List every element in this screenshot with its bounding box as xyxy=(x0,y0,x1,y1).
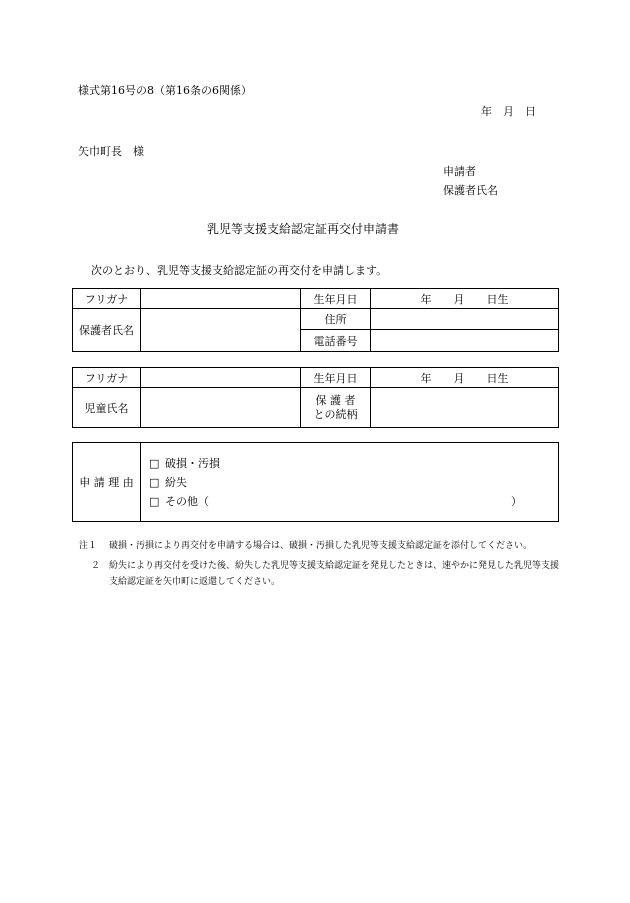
guardian-furigana-field[interactable] xyxy=(141,289,301,309)
relation-line-1: 保 護 者 xyxy=(315,393,356,407)
guardian-phone-field[interactable] xyxy=(371,330,559,352)
relation-line-2: との続柄 xyxy=(313,407,358,421)
child-furigana-label: フリガナ xyxy=(73,368,141,388)
note-1-text: 破損・汚損により再交付を申請する場合は、破損・汚損した乳児等支援支給認定証を添付してください。 xyxy=(109,541,533,551)
page-title: 乳児等支援支給認定証再交付申請書 xyxy=(207,222,400,236)
addressee: 矢巾町長 様 xyxy=(78,145,144,158)
option-damage-label: 破損・汚損 xyxy=(165,456,220,470)
note-2 xyxy=(79,558,559,590)
guardian-dob-label: 生年月日 xyxy=(301,289,371,309)
note-1 xyxy=(79,538,559,554)
guardian-table xyxy=(72,288,559,352)
date-line: 年 月 日 xyxy=(481,105,536,118)
checkbox-icon[interactable]: □ xyxy=(149,456,160,470)
child-furigana-field[interactable] xyxy=(141,368,301,388)
form-number: 様式第16号の8（第16条の6関係） xyxy=(78,84,252,97)
option-other[interactable] xyxy=(141,492,558,511)
child-relation-label xyxy=(301,388,371,428)
intro-text: 次のとおり、乳児等支援支給認定証の再交付を申請します。 xyxy=(91,264,388,277)
guardian-address-label: 住所 xyxy=(301,309,371,330)
child-relation-field[interactable] xyxy=(371,388,559,428)
guardian-phone-label: 電話番号 xyxy=(301,330,371,352)
child-dob-value[interactable]: 年 月 日生 xyxy=(371,368,559,388)
option-damage[interactable] xyxy=(141,454,558,473)
guardian-address-field[interactable] xyxy=(371,309,559,330)
child-name-label: 児童氏名 xyxy=(73,388,141,428)
option-lost[interactable] xyxy=(141,473,558,492)
other-close-paren: ） xyxy=(511,494,522,508)
reason-label: 申 請 理 由 xyxy=(73,443,141,522)
guardian-dob-value[interactable]: 年 月 日生 xyxy=(371,289,559,309)
checkbox-icon[interactable]: □ xyxy=(149,475,160,489)
child-name-field[interactable] xyxy=(141,388,301,428)
guardian-name-cell-label: 保護者氏名 xyxy=(73,309,141,352)
note-2-number: ２ xyxy=(91,561,101,571)
guardian-furigana-label: フリガナ xyxy=(73,289,141,309)
child-dob-label: 生年月日 xyxy=(301,368,371,388)
guardian-name-label: 保護者氏名 xyxy=(443,184,498,197)
guardian-name-field[interactable] xyxy=(141,309,301,352)
option-lost-label: 紛失 xyxy=(165,475,187,489)
note-1-number: 注１ xyxy=(79,541,98,551)
reason-table xyxy=(72,442,559,522)
checkbox-icon[interactable]: □ xyxy=(149,494,160,508)
notes xyxy=(79,538,559,590)
child-table xyxy=(72,367,559,428)
option-other-label: その他（ xyxy=(165,494,209,508)
reason-options xyxy=(141,443,559,522)
applicant-label: 申請者 xyxy=(443,165,476,178)
note-2-text: 紛失により再交付を受けた後、紛失した乳児等支援支給認定証を発見したときは、速やかに発見した乳児等支援支給認定証を矢巾町に返還してください。 xyxy=(109,561,560,587)
